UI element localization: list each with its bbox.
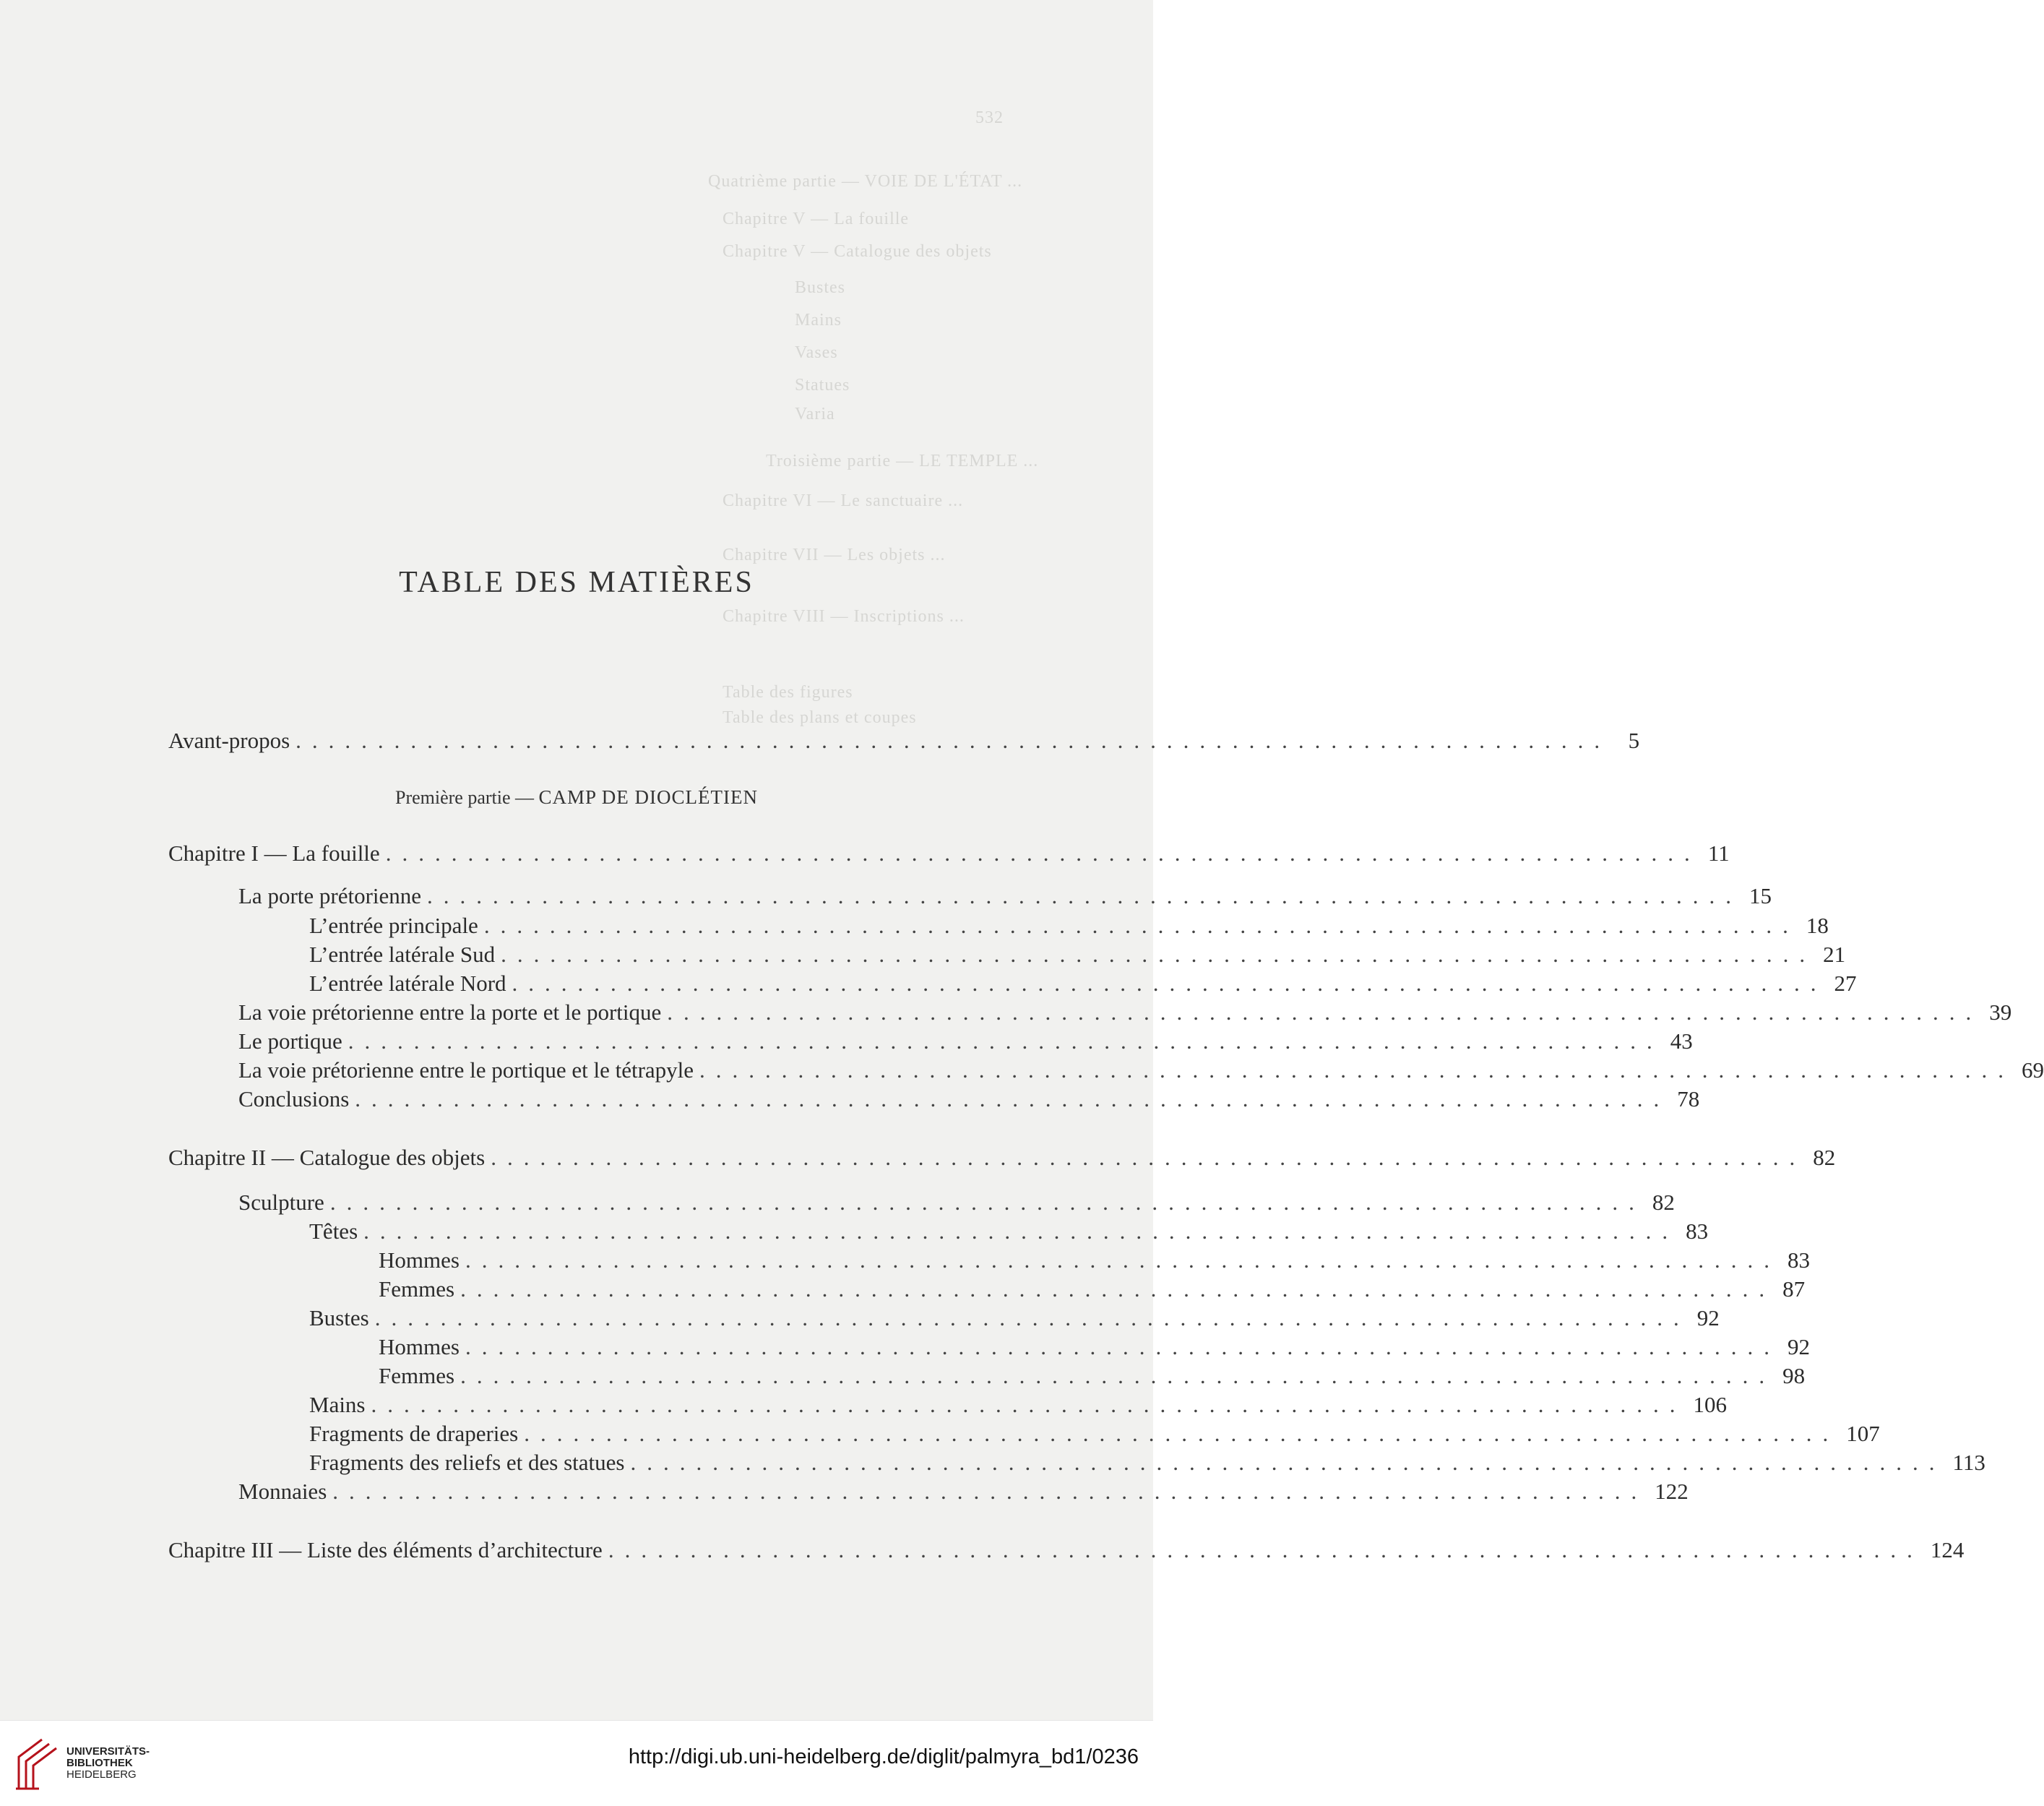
dot-leader: ................................................................................ [332,1479,1648,1504]
dot-leader: ................................................................................ [512,971,1827,996]
toc-entry [238,1477,1689,1506]
dot-leader: ................................................................................ [371,1392,1686,1417]
toc-entry-page: 21 [1823,942,1846,967]
toc-entry-label: Chapitre III — Liste des éléments d’architecture [168,1537,603,1562]
toc-entry-page: 92 [1787,1334,1810,1359]
toc-entry-label: L’entrée principale [309,913,478,938]
toc-entry-page: 98 [1782,1363,1806,1388]
toc-entry-label: Hommes [379,1247,460,1273]
toc-entry [309,1304,1720,1333]
dot-leader: ................................................................................ [296,728,1611,753]
toc-entry-label: Fragments des reliefs et des statues [309,1450,625,1475]
toc-entry-foreword [168,726,1640,755]
toc-entry [238,1056,2044,1085]
scanned-page: 532 Quatrième partie — VOIE DE L'ÉTAT ... Chapitre V — La fouille Chapitre V — Catalogue des objets Bustes Mains Vases Statues Varia Troisième partie — LE TEMPLE ... Chapitre VI — Le sanctuaire ... Chapitre VII — Les objets ... Chapitre VIII — Inscriptions ... Table des figures Table des plans et coupes TABLE DES MATIÈRES Avant-propos ................................................................................ 5 Première partie — CAMP DE DIOCLÉTIEN Chapitre I — La fouille ................................................................................ 11 La porte prétorienne ................................................................................ 15 L’entrée principale ................................................................................ 18 L’entrée latérale Sud ................................................................................ 21 L’entrée latérale Nord ................................................................................ 27 La voie prétorienne entre la porte et le portique ................................................................................ 39 Le portique ................................................................................ 43 La voie prétorienne entre le portique et le tétrapyle ................................................................................ 69 Conclusions ................................................................................ 78 Chapitre II — Catalogue des objets ................................................................................ 82 Sculpture ................................................................................ 82 Têtes ................................................................................ 83 Hommes ................................................................................ 83 Femmes ................................................................................ 87 Bustes ................................................................................ 92 Hommes ................................................................................ 92 Femmes ................................................................................ 98 Mains ................................................................................ 106 Fragments de draperies ................................................................................ 107 Fragments des reliefs et des statues ................................................................................ 113 Monnaies ................................................................................ 122 Chapitre III — Liste des éléments d’architecture ................................................................................ 124 [0,0,1153,1720]
toc-entry [309,1448,1985,1477]
toc-entry-chapter [168,1143,1836,1172]
library-name [66,1746,150,1781]
toc-entry [309,940,1846,969]
toc-entry-page: 122 [1655,1479,1689,1504]
part-heading [0,786,1153,809]
toc-entry [238,1027,1693,1056]
dot-leader: ................................................................................ [363,1218,1679,1244]
toc-entry-label: Mains [309,1392,366,1417]
toc-entry-label: La voie prétorienne entre le portique et le tétrapyle [238,1057,694,1083]
dot-leader: ................................................................................ [667,999,1983,1025]
dot-leader: ................................................................................ [608,1537,1923,1562]
dot-leader: ................................................................................ [524,1421,1840,1446]
library-logo-icon [13,1735,59,1793]
dot-leader: ................................................................................ [630,1450,1946,1475]
toc-entry [238,882,1772,911]
toc-entry [309,1419,1880,1448]
toc-entry-page: 18 [1806,913,1829,938]
toc-entry [238,1188,1675,1217]
toc-entry-page: 124 [1930,1537,1965,1562]
toc-entry-label: Fragments de draperies [309,1421,519,1446]
toc-entry-label: Chapitre II — Catalogue des objets [168,1145,486,1170]
toc-entry-page: 83 [1787,1247,1810,1273]
toc-entry-label: Monnaies [238,1479,327,1504]
dot-leader: ................................................................................ [385,840,1701,866]
toc-entry [379,1246,1810,1275]
page-title: TABLE DES MATIÈRES [399,566,754,599]
toc-entry-page: 82 [1652,1190,1675,1215]
dot-leader: ................................................................................ [329,1190,1645,1215]
dot-leader: ................................................................................ [465,1334,1780,1359]
toc-entry-label: Chapitre I — La fouille [168,840,380,866]
dot-leader: ................................................................................ [374,1305,1690,1330]
document-url-link[interactable]: http://digi.ub.uni-heidelberg.de/diglit/palmyra_bd1/0236 [628,1745,1139,1768]
toc-entry-label: Sculpture [238,1190,324,1215]
toc-entry-label: Femmes [379,1276,455,1302]
toc-entry [379,1333,1810,1362]
toc-entry-page: 43 [1670,1028,1693,1054]
toc-entry [379,1275,1806,1304]
dot-leader: ................................................................................ [355,1086,1670,1111]
toc-entry-page: 5 [1628,728,1640,753]
toc-entry-page: 69 [2022,1057,2044,1083]
toc-entry [309,969,1857,998]
toc-entry-label: L’entrée latérale Sud [309,942,496,967]
toc-entry-label: La voie prétorienne entre la porte et le portique [238,999,662,1025]
dot-leader: ................................................................................ [460,1276,1776,1302]
dot-leader: ................................................................................ [491,1145,1806,1170]
toc-entry-chapter [168,1536,1965,1565]
toc-entry-page: 82 [1813,1145,1836,1170]
part-heading-prefix: Première partie — [394,787,535,808]
toc-entry-label: L’entrée latérale Nord [309,971,506,996]
library-name-line: HEIDELBERG [66,1768,137,1781]
toc-entry-page: 15 [1749,883,1772,908]
dot-leader: ................................................................................ [465,1247,1780,1273]
toc-entry [309,1217,1709,1246]
toc-entry-page: 106 [1693,1392,1727,1417]
toc-entry [238,1085,1700,1114]
viewer-footer [0,1720,1153,1806]
toc-entry-label: La porte prétorienne [238,883,422,908]
toc-entry-page: 107 [1846,1421,1880,1446]
toc-entry-page: 11 [1707,840,1730,866]
toc-entry-page: 113 [1952,1450,1985,1475]
dot-leader: ................................................................................ [348,1028,1663,1054]
dot-leader: ................................................................................ [501,942,1816,967]
dot-leader: ................................................................................ [460,1363,1776,1388]
toc-entry-label: Têtes [309,1218,358,1244]
toc-entry-page: 78 [1677,1086,1700,1111]
toc-entry [379,1362,1806,1390]
toc-entry-label: Femmes [379,1363,455,1388]
library-name-line: BIBLIOTHEK [66,1757,133,1769]
dot-leader: ................................................................................ [699,1057,2015,1083]
toc-entry-label: Hommes [379,1334,460,1359]
toc-entry-label: Conclusions [238,1086,350,1111]
part-heading-name: CAMP DE DIOCLÉTIEN [538,786,758,808]
toc-entry-label: Avant-propos [168,728,290,753]
toc-entry [309,911,1829,940]
dot-leader: ................................................................................ [483,913,1799,938]
toc-entry-page: 83 [1686,1218,1709,1244]
toc-entry-page: 39 [1989,999,2012,1025]
toc-entry-page: 27 [1834,971,1857,996]
toc-entry-chapter [168,839,1730,868]
toc-entry-label: Bustes [309,1305,369,1330]
toc-entry-page: 87 [1782,1276,1806,1302]
toc-entry-page: 92 [1696,1305,1720,1330]
toc-entry [309,1390,1727,1419]
library-name-line: UNIVERSITÄTS- [66,1745,150,1758]
toc-entry-label: Le portique [238,1028,342,1054]
dot-leader: ................................................................................ [427,883,1743,908]
toc-entry [238,998,2012,1027]
